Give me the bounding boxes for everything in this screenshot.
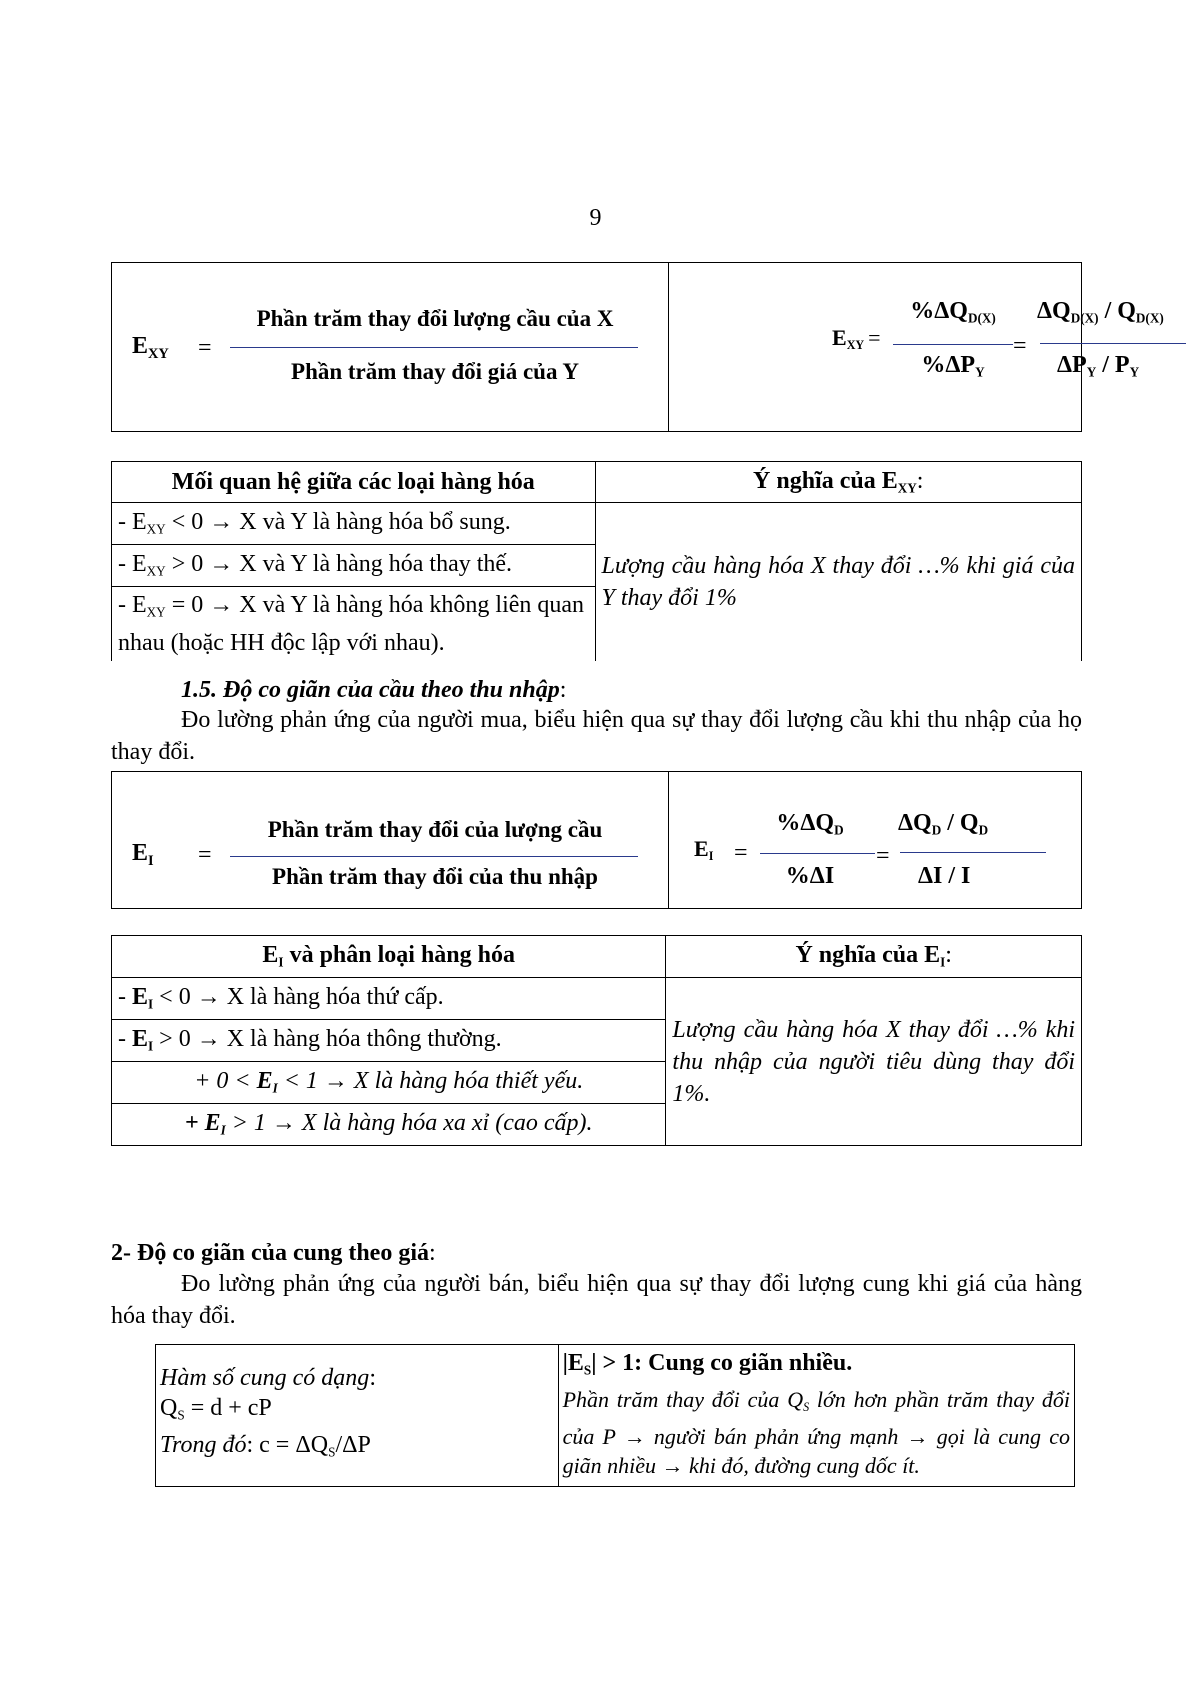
exy-equals: = (198, 335, 212, 361)
ei-row-necessity: + $0 < E_I < 1 \to X$ là hàng hóa thiết yếu. (112, 1062, 666, 1104)
exy-formula-eq2: = (1013, 333, 1027, 359)
ei-equals: = (198, 842, 212, 868)
ei-row-normal: - $E_I > 0 \to X$ là hàng hóa thông thường. (112, 1020, 666, 1062)
supply-elasticity-table (155, 1344, 1075, 1487)
exy-table-header-left: Mối quan hệ giữa các loại hàng hóa (112, 462, 596, 503)
exy-formula-line2 (1040, 343, 1186, 344)
section-2-body: Đo lường phản ứng của người bán, biểu hiện qua sự thay đổi lượng cung khi giá của hàng hóa thay đổi. (111, 1271, 1082, 1329)
ei-classification-table (111, 935, 1082, 1146)
section-1-5-title: 1.5. Độ co giãn của cầu theo thu nhập: (181, 677, 567, 703)
exy-formula-den2: $\Delta P_Y / P_Y$ (1057, 352, 1140, 380)
ei-row-inferior: - $E_I < 0 \to X$ là hàng hóa thứ cấp. (112, 978, 666, 1020)
ei-table-header-right: Ý nghĩa của $E_I$: (666, 936, 1082, 978)
supply-function-line2: $Q_S = d$ + cP (160, 1394, 272, 1423)
exy-row-substitute: - $E_{XY} > 0 \to X$ và Y là hàng hóa thay thế. (112, 545, 596, 587)
exy-formula-num1: $\%\Delta Q_{D(X)}$ (910, 298, 996, 326)
supply-elastic-heading: $|E_S| > 1$: Cung co giãn nhiều. (562, 1350, 853, 1378)
ei-formula-eq2: = (876, 843, 890, 869)
ei-box-divider (668, 771, 669, 909)
exy-formula-label: $E_{XY}$ = (832, 325, 881, 353)
exy-meaning-cell: Lượng cầu hàng hóa X thay đổi …% khi giá của Y thay đổi 1% (595, 503, 1082, 661)
ei-row-luxury: + $E_I > 1 \to X$ là hàng hóa xa xỉ (cao cấp). (112, 1104, 666, 1146)
ei-formula-eq1: = (734, 840, 748, 866)
ei-denominator: Phần trăm thay đổi của thu nhập (272, 864, 598, 889)
supply-function-line1: Hàm số cung có dạng: (160, 1364, 376, 1391)
ei-formula-label: $E_I$ (694, 836, 714, 864)
supply-elastic-cell (558, 1345, 1074, 1487)
exy-formula-num2: $\Delta Q_{D(X)} / Q_{D(X)}$ (1037, 298, 1164, 326)
exy-denominator: Phần trăm thay đổi giá của Y (291, 359, 579, 384)
exy-formula-line1 (893, 344, 1013, 345)
exy-relationship-table (111, 461, 1082, 661)
page-number: 9 (589, 205, 602, 231)
exy-fraction-line (230, 347, 638, 348)
ei-formula-line2 (900, 852, 1046, 853)
ei-formula-num2: $\Delta Q_D / Q_D$ (898, 810, 989, 838)
supply-function-line3: Trong đó: $c = \Delta Q_S/\Delta P$ (160, 1432, 371, 1461)
exy-row-unrelated: - $E_{XY} = 0 \to X$ và Y là hàng hóa không liên quan nhau (hoặc HH độc lập với nhau). (112, 587, 596, 661)
section-2-title: 2- Độ co giãn của cung theo giá: (111, 1240, 436, 1266)
exy-label: $E_{XY}$ (132, 333, 169, 363)
ei-meaning-cell: Lượng cầu hàng hóa X thay đổi …% khi thu nhập của người tiêu dùng thay đổi 1%. (666, 978, 1082, 1146)
exy-row-complement: - $E_{XY} < 0 \to X$ và Y là hàng hóa bổ sung. (112, 503, 596, 545)
supply-elastic-description: Phần trăm thay đổi của $Q_S$ lớn hơn phần trăm thay đổi của P → người bán phản ứng mạnh → gọi là cung co giãn nhiều → khi đó, đường cung dốc ít. (562, 1386, 1070, 1478)
exy-numerator: Phần trăm thay đổi lượng cầu của X (256, 306, 614, 331)
ei-formula-num1: $\%\Delta Q_D$ (776, 810, 844, 838)
exy-formula-den1: $\%\Delta P_Y$ (921, 352, 985, 380)
ei-label: $E_I$ (132, 840, 154, 870)
ei-numerator: Phần trăm thay đổi của lượng cầu (267, 817, 603, 842)
ei-formula-den1: %ΔI (785, 863, 835, 889)
ei-table-header-left: $E_I$ và phân loại hàng hóa (112, 936, 666, 978)
exy-box-divider (668, 262, 669, 432)
ei-fraction-line (230, 856, 638, 857)
ei-formula-den2: ΔI / I (918, 863, 971, 889)
ei-formula-line1 (760, 853, 875, 854)
exy-table-header-right: Ý nghĩa của $E_{XY}$: (595, 462, 1082, 503)
supply-function-cell (156, 1345, 559, 1487)
section-1-5-body: Đo lường phản ứng của người mua, biểu hiện qua sự thay đổi lượng cầu khi thu nhập của họ thay đổi. (111, 707, 1082, 765)
